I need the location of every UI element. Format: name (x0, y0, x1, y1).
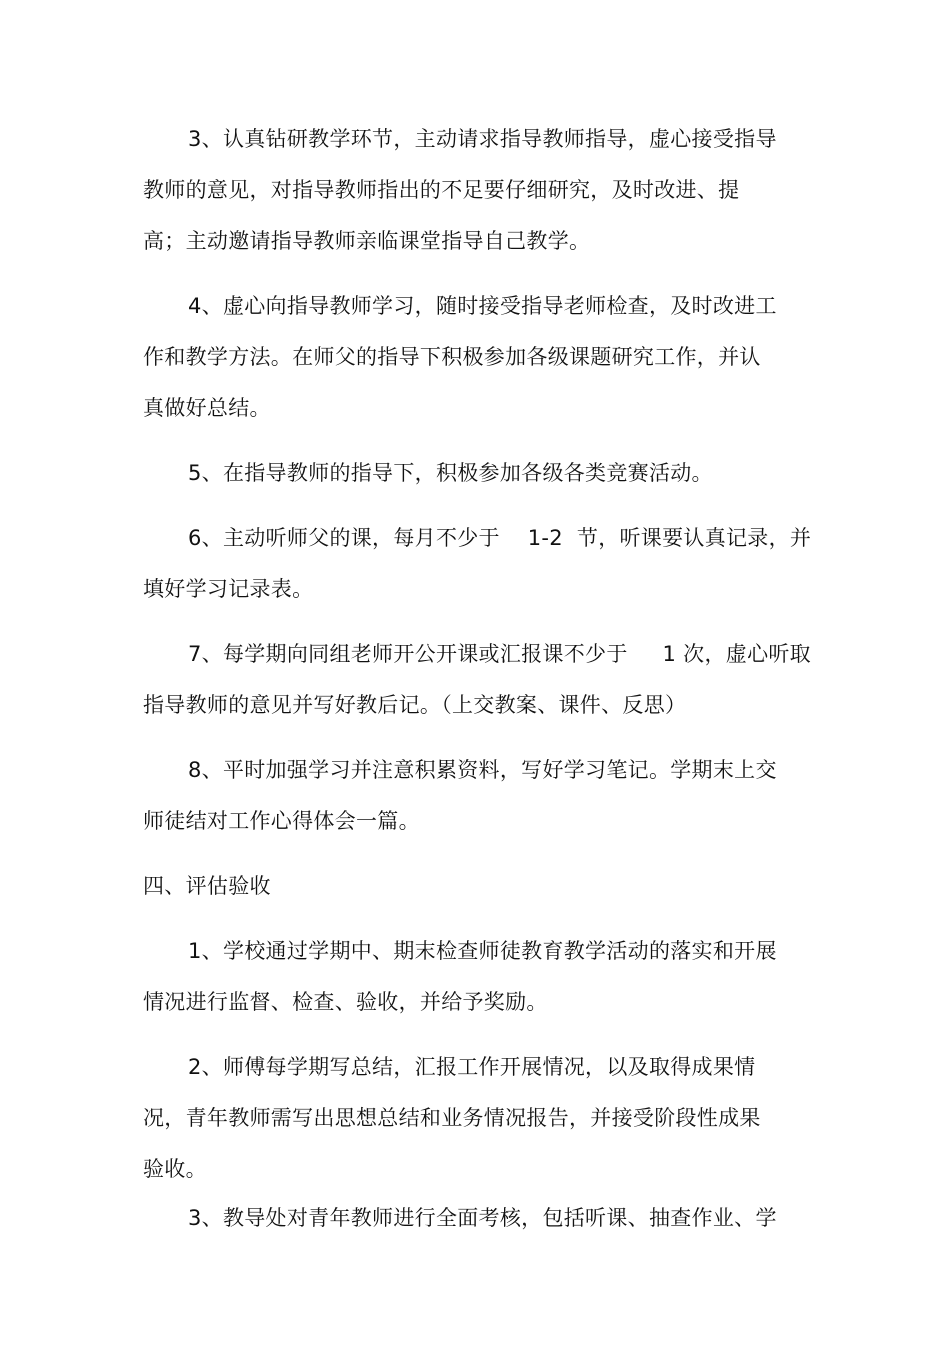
para-8-line-2: 师徒结对工作心得体会一篇。 (143, 809, 420, 833)
para-3-line-3: 高；主动邀请指导教师亲临课堂指导自己教学。 (143, 229, 591, 253)
eval-para-2-line-1: 2、师傅每学期写总结，汇报工作开展情况，以及取得成果情 (188, 1055, 756, 1079)
eval-para-1-line-2: 情况进行监督、检查、验收，并给予奖励。 (143, 990, 548, 1014)
para-4-line-1: 4、虚心向指导教师学习，随时接受指导老师检查，及时改进工 (188, 294, 777, 318)
eval-para-2-line-3: 验收。 (143, 1157, 207, 1181)
eval-para-2-line-2: 况，青年教师需写出思想总结和业务情况报告，并接受阶段性成果 (143, 1106, 761, 1130)
para-4-line-3: 真做好总结。 (143, 396, 271, 420)
section-heading-evaluation: 四、评估验收 (143, 874, 271, 898)
para-8-line-1: 8、平时加强学习并注意积累资料，写好学习笔记。学期末上交 (188, 758, 777, 782)
eval-para-3-line-1: 3、教导处对青年教师进行全面考核，包括听课、抽查作业、学 (188, 1206, 777, 1230)
para-6-line-2: 填好学习记录表。 (143, 577, 314, 601)
para-7-line-2: 指导教师的意见并写好教后记。（上交教案、课件、反思） (143, 693, 687, 717)
eval-para-1-line-1: 1、学校通过学期中、期末检查师徒教育教学活动的落实和开展 (188, 939, 777, 963)
para-4-line-2: 作和教学方法。在师父的指导下积极参加各级课题研究工作，并认 (143, 345, 761, 369)
para-3-line-2: 教师的意见，对指导教师指出的不足要仔细研究，及时改进、提 (143, 178, 740, 202)
para-3-line-1: 3、认真钻研教学环节，主动请求指导教师指导，虚心接受指导 (188, 127, 777, 151)
para-6-line-1: 6、主动听师父的课，每月不少于 1-2 节，听课要认真记录，并 (188, 526, 812, 550)
para-5-line-1: 5、在指导教师的指导下，积极参加各级各类竞赛活动。 (188, 461, 713, 485)
para-7-line-1: 7、每学期向同组老师开公开课或汇报课不少于 1 次，虚心听取 (188, 642, 811, 666)
